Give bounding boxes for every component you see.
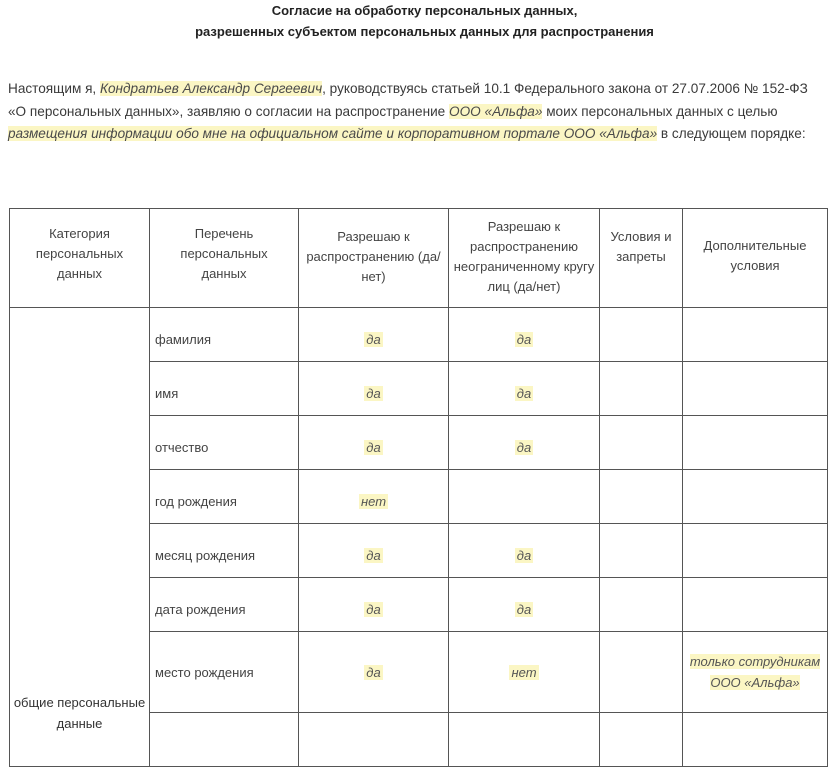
allow-cell [299,362,449,416]
unlimited-cell [449,578,600,632]
item-cell [150,470,299,524]
consent-table [9,208,828,767]
extra-cell [683,524,828,578]
allow-value: да [366,601,381,617]
allow-cell [299,308,449,362]
conditions-cell [600,524,683,578]
unlimited-cell [449,308,600,362]
conditions-cell [600,713,683,767]
item-label: фамилия [155,331,212,347]
allow-value: да [366,331,381,347]
title-line-2: разрешенных субъектом персональных данных для распространения [195,24,654,39]
header-category: Категория персональных данных [10,209,150,308]
processing-purpose: размещения информации обо мне на официальном сайте и корпоративном портале ООО «Альфа» [8,126,658,141]
unlimited-value: да [516,601,532,617]
unlimited-value: да [516,439,532,455]
extra-cell [683,632,828,713]
intro-text-3: моих персональных данных с целью [542,103,778,119]
extra-cell [683,470,828,524]
unlimited-value: да [516,547,532,563]
item-cell [150,632,299,713]
item-cell [150,713,299,767]
intro-text-4: в следующем порядке: [657,126,806,141]
item-label: дата рождения [155,601,246,617]
allow-value: да [366,385,381,401]
allow-cell [299,713,449,767]
header-conditions: Условия и запреты [600,209,683,308]
intro-paragraph [8,78,823,146]
conditions-cell [600,308,683,362]
item-label: отчество [155,439,209,455]
organization-name: ООО «Альфа» [449,103,543,119]
allow-cell [299,578,449,632]
conditions-cell [600,632,683,713]
conditions-cell [600,416,683,470]
allow-value: да [366,664,381,680]
item-label: имя [155,385,179,401]
item-cell [150,524,299,578]
extra-cell [683,308,828,362]
table-header-row [10,209,828,308]
item-cell [150,416,299,470]
title-line-1: Согласие на обработку персональных данных, [271,3,578,18]
extra-cell [683,713,828,767]
allow-cell [299,470,449,524]
conditions-cell [600,362,683,416]
unlimited-value: нет [511,664,537,680]
table-row [10,308,828,362]
item-label: год рождения [155,493,237,509]
unlimited-value: да [516,331,532,347]
allow-cell [299,632,449,713]
allow-cell [299,416,449,470]
intro-text-1: Настоящим я, [8,81,100,96]
extra-cell [683,578,828,632]
item-label: место рождения [155,664,254,680]
category-label: общие персональные данные [13,695,146,731]
header-unlimited: Разрешаю к распространению неограниченному кругу лиц (да/нет) [449,209,600,308]
unlimited-value: да [516,385,532,401]
category-cell [10,308,150,767]
intro-text-2: , руководствуясь статьей 10.1 Федерального закона от 27.07.2006 № 152-ФЗ «О персональных данных», заявляю о согласии на распространение [8,81,808,119]
unlimited-cell [449,524,600,578]
item-cell [150,578,299,632]
extra-cell [683,416,828,470]
item-cell [150,362,299,416]
item-cell [150,308,299,362]
extra-cell [683,362,828,416]
allow-value: да [366,439,381,455]
unlimited-cell [449,416,600,470]
unlimited-cell [449,470,600,524]
allow-value: да [366,547,381,563]
subject-name: Кондратьев Александр Сергеевич [99,81,323,96]
conditions-cell [600,578,683,632]
allow-value: нет [360,493,387,509]
header-extra: Дополнительные условия [683,209,828,308]
conditions-cell [600,470,683,524]
item-label: месяц рождения [155,547,256,563]
document-title [0,0,831,42]
unlimited-cell [449,632,600,713]
allow-cell [299,524,449,578]
extra-value: только сотрудникам ООО «Альфа» [689,654,821,690]
header-list: Перечень персональных данных [150,209,299,308]
unlimited-cell [449,362,600,416]
header-allow: Разрешаю к распространению (да/нет) [299,209,449,308]
unlimited-cell [449,713,600,767]
